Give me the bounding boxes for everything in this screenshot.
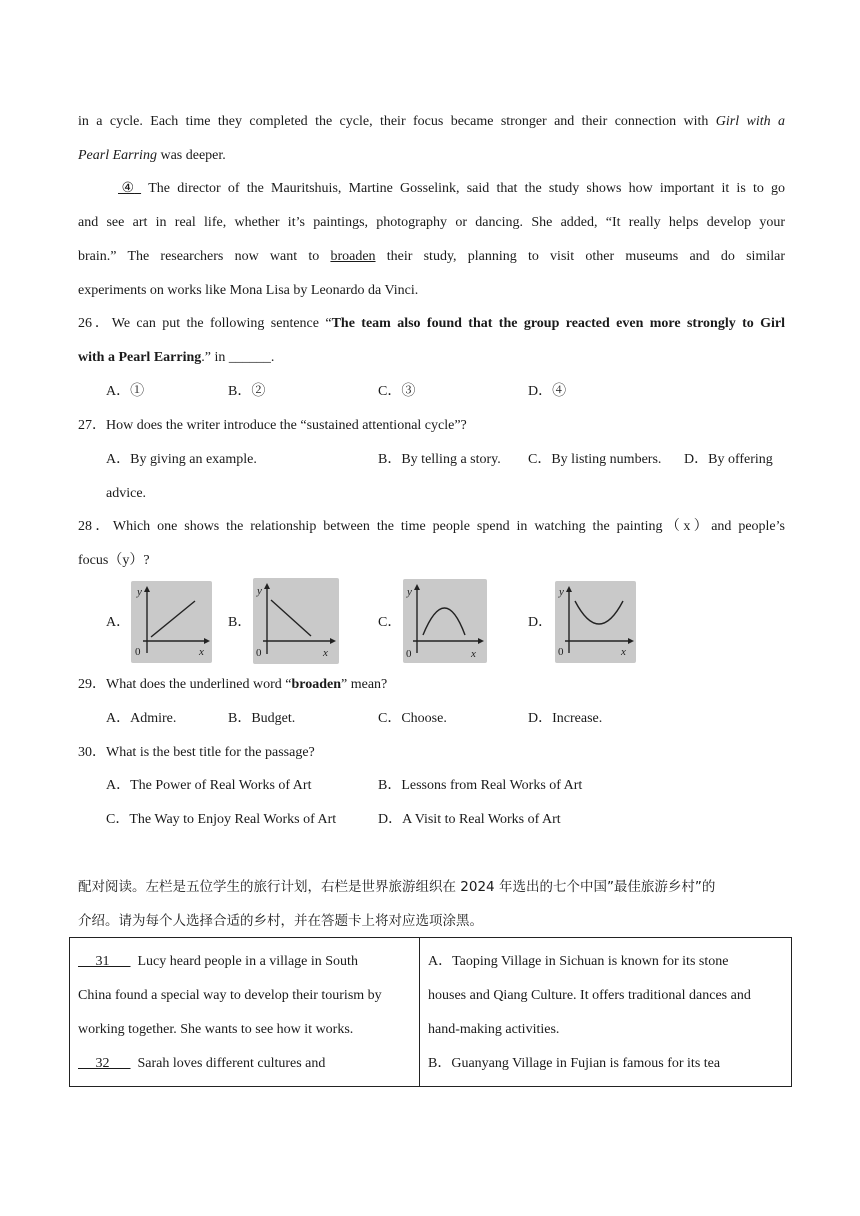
matching-item-31-line-1: 31 Lucy heard people in a village in South xyxy=(78,952,358,972)
graph-b-origin: 0 xyxy=(256,647,262,659)
question-29-option-d[interactable]: D．Increase. xyxy=(528,711,603,726)
graph-b-x-label: x xyxy=(323,647,328,659)
question-28-option-a-label[interactable]: A． xyxy=(106,615,131,630)
graph-b-y-label: y xyxy=(257,585,262,597)
village-b-line-1: B．Guanyang Village in Fujian is famous for its tea xyxy=(428,1056,721,1071)
question-26-option-a[interactable]: A．① xyxy=(106,384,145,399)
question-29-option-a[interactable]: A．Admire. xyxy=(106,711,177,726)
question-30-option-a[interactable]: A．The Power of Real Works of Art xyxy=(106,778,312,793)
matching-right-column xyxy=(420,938,792,1087)
graph-d-origin: 0 xyxy=(558,646,564,658)
question-27-option-b[interactable]: B．By telling a story. xyxy=(378,452,501,467)
question-27-option-c[interactable]: C．By listing numbers. xyxy=(528,452,662,467)
graph-a-x-label: x xyxy=(199,646,204,658)
matching-item-31-line-3: working together. She wants to see how it works. xyxy=(78,1022,354,1037)
graph-a-origin: 0 xyxy=(135,646,141,658)
village-a-line-3: hand-making activities. xyxy=(428,1022,560,1037)
answer-blank-31[interactable]: 31 xyxy=(95,954,110,969)
question-30-option-d[interactable]: D．A Visit to Real Works of Art xyxy=(378,812,561,827)
graph-d-x-label: x xyxy=(621,646,626,658)
question-29-option-c[interactable]: C．Choose. xyxy=(378,711,447,726)
graph-b-decreasing-line[interactable] xyxy=(253,578,339,664)
graph-d-u-curve[interactable] xyxy=(555,581,636,663)
graph-c-origin: 0 xyxy=(406,648,412,660)
matching-instructions-line-1: 配对阅读。左栏是五位学生的旅行计划，右栏是世界旅游组织在 2024 年选出的七个中国”最佳旅游乡村”的 xyxy=(78,879,716,895)
village-a-line-1: A．Taoping Village in Sichuan is known for its stone xyxy=(428,954,729,969)
graph-a-increasing-line[interactable] xyxy=(131,581,212,663)
question-30-option-b[interactable]: B．Lessons from Real Works of Art xyxy=(378,778,583,793)
graph-a-y-label: y xyxy=(137,586,142,598)
question-29-option-b[interactable]: B．Budget. xyxy=(228,711,296,726)
question-30-option-c[interactable]: C．The Way to Enjoy Real Works of Art xyxy=(106,812,337,827)
question-27-option-d-continued: advice. xyxy=(106,486,147,501)
answer-blank-32[interactable]: 32 xyxy=(95,1056,110,1071)
question-28-option-c-label[interactable]: C． xyxy=(378,615,402,630)
question-26-option-c[interactable]: C．③ xyxy=(378,384,416,399)
graph-c-y-label: y xyxy=(407,586,412,598)
graph-d-y-label: y xyxy=(559,586,564,598)
matching-left-column xyxy=(70,938,420,1087)
question-30-stem: 30．What is the best title for the passage? xyxy=(78,745,315,760)
question-26-line-1: 26．We can put the following sentence “The team also found that the group reacted even more strongly to Girl xyxy=(78,316,786,331)
matching-item-32-line-1: 32 Sarah loves different cultures and xyxy=(78,1054,325,1074)
graph-c-x-label: x xyxy=(471,648,476,660)
passage-line-2: Pearl Earring was deeper. xyxy=(78,148,226,163)
question-27-stem: 27．How does the writer introduce the “sustained attentional cycle”? xyxy=(78,418,467,433)
graph-c-inverted-u-curve[interactable] xyxy=(403,579,487,663)
question-28-option-d-label[interactable]: D． xyxy=(528,615,553,630)
question-27-option-d[interactable]: D．By offering xyxy=(684,452,773,467)
question-26-option-d[interactable]: D．④ xyxy=(528,384,567,399)
blank-marker-4: ④ xyxy=(121,181,135,196)
question-28-line-2: focus（y）? xyxy=(78,553,150,568)
underlined-word-broaden: broaden xyxy=(330,249,376,264)
passage-paragraph-4-line-3: brain.” The researchers now want to broaden their study, planning to visit other museums and do similar xyxy=(78,249,785,264)
matching-item-31-line-2: China found a special way to develop their tourism by xyxy=(78,988,382,1003)
passage-line-1: in a cycle. Each time they completed the cycle, their focus became stronger and their connection with Girl with a xyxy=(78,114,785,129)
question-26-option-b[interactable]: B．② xyxy=(228,384,266,399)
question-26-line-2: with a Pearl Earring.” in ______. xyxy=(78,350,275,365)
question-29-stem: 29．What does the underlined word “broaden” mean? xyxy=(78,677,388,692)
question-27-option-a[interactable]: A．By giving an example. xyxy=(106,452,257,467)
passage-paragraph-4-line-2: and see art in real life, whether it’s paintings, photography or dancing. She added, “It really helps develop your xyxy=(78,215,785,230)
matching-instructions-line-2: 介绍。请为每个人选择合适的乡村，并在答题卡上将对应选项涂黑。 xyxy=(78,913,483,929)
question-28-line-1: 28．Which one shows the relationship between the time people spend in watching the painting（x）and people’s xyxy=(78,519,785,534)
passage-paragraph-4-line-1: ④ The director of the Mauritshuis, Martine Gosselink, said that the study shows how important it is to go xyxy=(118,179,785,199)
matching-table xyxy=(69,937,792,1087)
village-a-line-2: houses and Qiang Culture. It offers traditional dances and xyxy=(428,988,751,1003)
question-28-option-b-label[interactable]: B． xyxy=(228,615,252,630)
passage-paragraph-4-line-4: experiments on works like Mona Lisa by Leonardo da Vinci. xyxy=(78,283,419,298)
